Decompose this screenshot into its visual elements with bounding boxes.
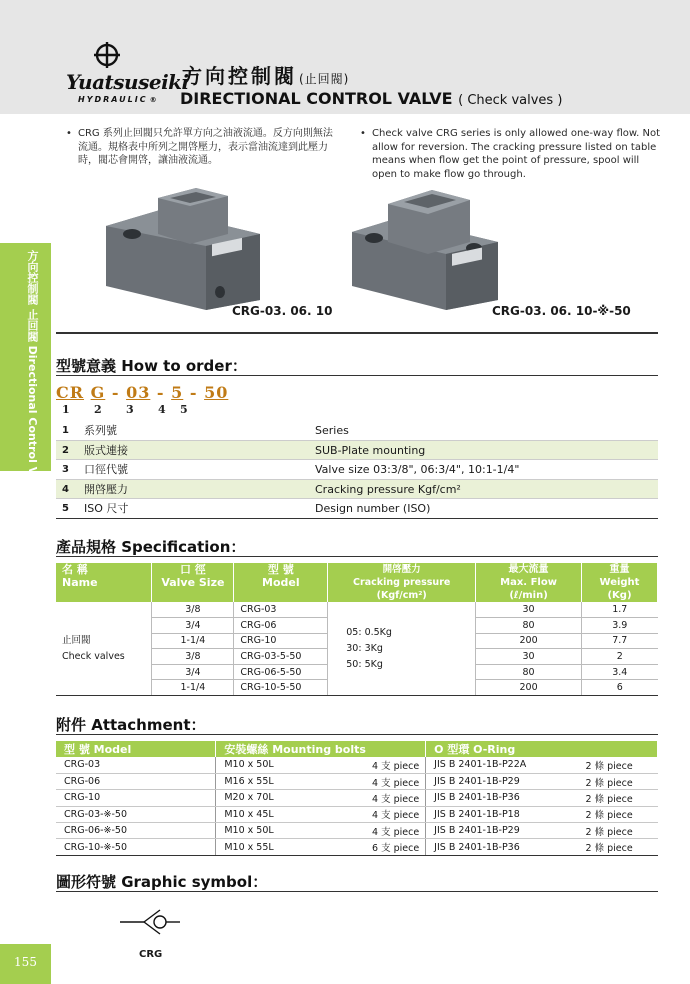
code-number: 2 bbox=[94, 403, 102, 416]
title-zh-text: 方向控制閥 bbox=[182, 64, 297, 88]
spec-heading-rule bbox=[56, 556, 658, 557]
attachment-heading-rule bbox=[56, 734, 658, 735]
spec-pressure: 05: 0.5Kg bbox=[346, 626, 392, 638]
code-part-mounting: G bbox=[90, 383, 106, 402]
spec-flow: 80 bbox=[476, 664, 582, 680]
order-row-zh: ISO 尺寸 bbox=[84, 502, 129, 516]
code-sep: - bbox=[156, 383, 165, 402]
table-row bbox=[56, 839, 658, 855]
spec-pressure: 50: 5Kg bbox=[346, 658, 383, 670]
code-part-design: 50 bbox=[204, 383, 229, 402]
spec-weight: 7.7 bbox=[582, 633, 658, 649]
spec-weight: 2 bbox=[582, 649, 658, 665]
att-bolt-qty: 4 支 piece bbox=[316, 806, 426, 822]
spec-model: CRG-06 bbox=[234, 618, 328, 634]
spec-size: 1-1/4 bbox=[152, 633, 234, 649]
code-number: 3 bbox=[126, 403, 134, 416]
att-col-bolts: 安裝螺絲 Mounting bolts bbox=[216, 741, 426, 757]
spec-size: 1-1/4 bbox=[152, 680, 234, 696]
att-oring-qty: 2 條 piece bbox=[578, 790, 658, 806]
spec-model: CRG-06-5-50 bbox=[234, 664, 328, 680]
att-oring-qty: 2 條 piece bbox=[578, 757, 658, 773]
attachment-heading: 附件 Attachment： bbox=[56, 716, 206, 734]
spec-weight: 3.9 bbox=[582, 618, 658, 634]
attachment-table bbox=[56, 741, 658, 856]
order-row bbox=[56, 421, 658, 441]
att-oring: JIS B 2401-1B-P29 bbox=[426, 773, 578, 789]
spec-col-flow-zh: 最大流量 bbox=[508, 564, 549, 575]
spec-table bbox=[56, 563, 658, 696]
order-row-number: 3 bbox=[62, 464, 69, 476]
valve-image-crg bbox=[100, 188, 270, 310]
att-oring: JIS B 2401-1B-P22A bbox=[426, 757, 578, 773]
bullet-dot: • bbox=[360, 128, 366, 139]
att-model: CRG-06 bbox=[56, 773, 216, 789]
valve2-caption: CRG-03. 06. 10-※-50 bbox=[492, 304, 631, 318]
table-row bbox=[56, 790, 658, 806]
code-number: 4 bbox=[158, 403, 166, 416]
attachment-header-row bbox=[56, 741, 658, 757]
order-table bbox=[56, 421, 658, 519]
table-row bbox=[56, 806, 658, 822]
spec-size: 3/4 bbox=[152, 664, 234, 680]
order-code bbox=[56, 383, 228, 402]
title-zh-sub: (止回閥) bbox=[299, 72, 350, 86]
att-bolt: M10 x 55L bbox=[216, 839, 316, 855]
valve-image-crg-50 bbox=[348, 188, 508, 310]
att-model: CRG-10-※-50 bbox=[56, 839, 216, 855]
spec-size: 3/4 bbox=[152, 618, 234, 634]
att-model: CRG-03 bbox=[56, 757, 216, 773]
valve1-caption: CRG-03. 06. 10 bbox=[232, 304, 333, 318]
order-row bbox=[56, 480, 658, 500]
table-row bbox=[56, 757, 658, 773]
bullet-dot: • bbox=[66, 128, 72, 139]
att-oring: JIS B 2401-1B-P18 bbox=[426, 806, 578, 822]
order-row-en: Design number (ISO) bbox=[315, 502, 431, 516]
spec-col-name-zh: 名 稱 bbox=[62, 563, 88, 576]
spec-col-pressure-en: Cracking pressure (Kgf/cm²) bbox=[353, 577, 451, 601]
att-bolt-qty: 4 支 piece bbox=[316, 790, 426, 806]
att-oring: JIS B 2401-1B-P36 bbox=[426, 790, 578, 806]
att-oring: JIS B 2401-1B-P29 bbox=[426, 823, 578, 839]
intro-en bbox=[360, 127, 662, 181]
order-row-en: Cracking pressure Kgf/cm² bbox=[315, 482, 461, 496]
att-model: CRG-06-※-50 bbox=[56, 823, 216, 839]
spec-col-model-en: Model bbox=[262, 576, 300, 589]
order-row-zh: 開啓壓力 bbox=[84, 482, 128, 496]
att-bolt-qty: 4 支 piece bbox=[316, 823, 426, 839]
spec-size: 3/8 bbox=[152, 649, 234, 665]
order-row-zh: 系列號 bbox=[84, 424, 117, 437]
brand-reg: ® bbox=[149, 96, 157, 104]
att-bolt: M10 x 50L bbox=[216, 757, 316, 773]
order-row-number: 4 bbox=[62, 483, 69, 495]
order-row-en: SUB-Plate mounting bbox=[315, 443, 426, 457]
order-row-en: Series bbox=[315, 424, 349, 437]
code-sep: - bbox=[189, 383, 198, 402]
att-model: CRG-10 bbox=[56, 790, 216, 806]
spec-col-pressure-zh: 開啓壓力 bbox=[382, 564, 421, 575]
spec-col-name bbox=[56, 563, 152, 602]
code-part-size: 03 bbox=[126, 383, 151, 402]
att-col-model: 型 號 Model bbox=[56, 741, 216, 757]
spec-pressure-cell bbox=[328, 602, 476, 696]
spec-flow: 200 bbox=[476, 680, 582, 696]
spec-col-weight-zh: 重量 bbox=[609, 564, 630, 575]
intro-en-text: Check valve CRG series is only allowed one-way flow. Not allow for reversion. The cracking pressure listed on table means when flow get the point of pressure, spool will open to make flow go through. bbox=[372, 128, 660, 180]
spec-col-weight bbox=[582, 563, 658, 602]
spec-col-model bbox=[234, 563, 328, 602]
code-sep: - bbox=[111, 383, 120, 402]
logo-cross-icon bbox=[92, 40, 122, 70]
order-row bbox=[56, 499, 658, 519]
order-row-number: 1 bbox=[62, 425, 69, 436]
att-oring-qty: 2 條 piece bbox=[578, 839, 658, 855]
att-oring-qty: 2 條 piece bbox=[578, 823, 658, 839]
spec-col-model-zh: 型 號 bbox=[267, 563, 294, 576]
code-number: 1 bbox=[62, 403, 70, 416]
spec-size: 3/8 bbox=[152, 602, 234, 618]
order-code-numbers bbox=[62, 403, 212, 416]
spec-col-name-en: Name bbox=[62, 576, 98, 589]
title-en-text: DIRECTIONAL CONTROL VALVE bbox=[180, 89, 453, 108]
page-title-zh bbox=[182, 60, 349, 89]
att-model: CRG-03-※-50 bbox=[56, 806, 216, 822]
spec-col-pressure bbox=[328, 563, 476, 602]
divider bbox=[56, 332, 658, 334]
brand-sub-text: HYDRAULIC bbox=[78, 95, 148, 104]
brand-logo bbox=[64, 40, 189, 106]
order-row-zh: 口徑代號 bbox=[84, 463, 128, 477]
order-row-number: 2 bbox=[62, 444, 69, 456]
symbol-heading-rule bbox=[56, 891, 658, 892]
page-number: 155 bbox=[14, 955, 37, 969]
spec-name-cell bbox=[56, 602, 152, 696]
check-valve-symbol-icon bbox=[118, 904, 182, 940]
intro-zh bbox=[66, 127, 340, 168]
spec-col-size bbox=[152, 563, 234, 602]
symbol-heading: 圖形符號 Graphic symbol： bbox=[56, 873, 268, 891]
order-heading-rule bbox=[56, 375, 658, 376]
att-bolt: M10 x 50L bbox=[216, 823, 316, 839]
intro-zh-text: CRG 系列止回閥只允許單方向之油液流通。反方向則無法流通。規格表中所列之開啓壓力，表示當油流達到此壓力時，閥芯會開啓，讓油液流通。 bbox=[78, 128, 333, 166]
spec-weight: 1.7 bbox=[582, 602, 658, 618]
page-title-en bbox=[180, 89, 562, 108]
att-oring-qty: 2 條 piece bbox=[578, 773, 658, 789]
spec-model: CRG-10-5-50 bbox=[234, 680, 328, 696]
order-row bbox=[56, 460, 658, 480]
table-row bbox=[56, 602, 658, 618]
att-bolt: M20 x 70L bbox=[216, 790, 316, 806]
table-row bbox=[56, 773, 658, 789]
spec-col-size-en: Valve Size bbox=[161, 576, 225, 589]
table-row bbox=[56, 823, 658, 839]
spec-model: CRG-03 bbox=[234, 602, 328, 618]
order-row bbox=[56, 441, 658, 461]
spec-flow: 200 bbox=[476, 633, 582, 649]
spec-col-flow bbox=[476, 563, 582, 602]
spec-weight: 3.4 bbox=[582, 664, 658, 680]
att-oring-qty: 2 條 piece bbox=[578, 806, 658, 822]
order-row-zh: 版式連接 bbox=[84, 443, 128, 457]
order-row-en: Valve size 03:3/8", 06:3/4", 10:1-1/4" bbox=[315, 463, 520, 477]
att-oring: JIS B 2401-1B-P36 bbox=[426, 839, 578, 855]
title-en-sub: ( Check valves ) bbox=[458, 93, 563, 108]
order-row-number: 5 bbox=[62, 503, 69, 515]
symbol-label: CRG bbox=[139, 949, 163, 960]
brand-sub bbox=[78, 95, 157, 104]
spec-flow: 30 bbox=[476, 649, 582, 665]
spec-pressure: 30: 3Kg bbox=[346, 642, 383, 654]
spec-col-weight-en: Weight (Kg) bbox=[599, 577, 640, 601]
spec-col-size-zh: 口 徑 bbox=[179, 563, 206, 576]
spec-col-flow-en: Max. Flow (ℓ/min) bbox=[500, 577, 557, 601]
att-bolt-qty: 4 支 piece bbox=[316, 773, 426, 789]
att-bolt: M10 x 45L bbox=[216, 806, 316, 822]
code-part-series: CR bbox=[56, 383, 85, 402]
spec-name-en: Check valves bbox=[62, 650, 125, 662]
order-heading: 型號意義 How to order： bbox=[56, 357, 247, 375]
spec-flow: 80 bbox=[476, 618, 582, 634]
att-col-oring: O 型環 O-Ring bbox=[426, 741, 658, 757]
spec-model: CRG-10 bbox=[234, 633, 328, 649]
att-bolt: M16 x 55L bbox=[216, 773, 316, 789]
att-bolt-qty: 6 支 piece bbox=[316, 839, 426, 855]
code-part-pressure: 5 bbox=[171, 383, 184, 402]
spec-heading: 產品規格 Specification： bbox=[56, 538, 246, 556]
spec-model: CRG-03-5-50 bbox=[234, 649, 328, 665]
brand-name: Yuatsuseiki bbox=[66, 70, 189, 94]
spec-weight: 6 bbox=[582, 680, 658, 696]
code-number: 5 bbox=[180, 403, 188, 416]
spec-name-zh: 止回閥 bbox=[62, 634, 91, 646]
att-bolt-qty: 4 支 piece bbox=[316, 757, 426, 773]
spec-header-row bbox=[56, 563, 658, 602]
spec-flow: 30 bbox=[476, 602, 582, 618]
side-tab-label: 方向控制閥 止回閥 Directional Control Valve (Check valves) bbox=[26, 250, 39, 595]
